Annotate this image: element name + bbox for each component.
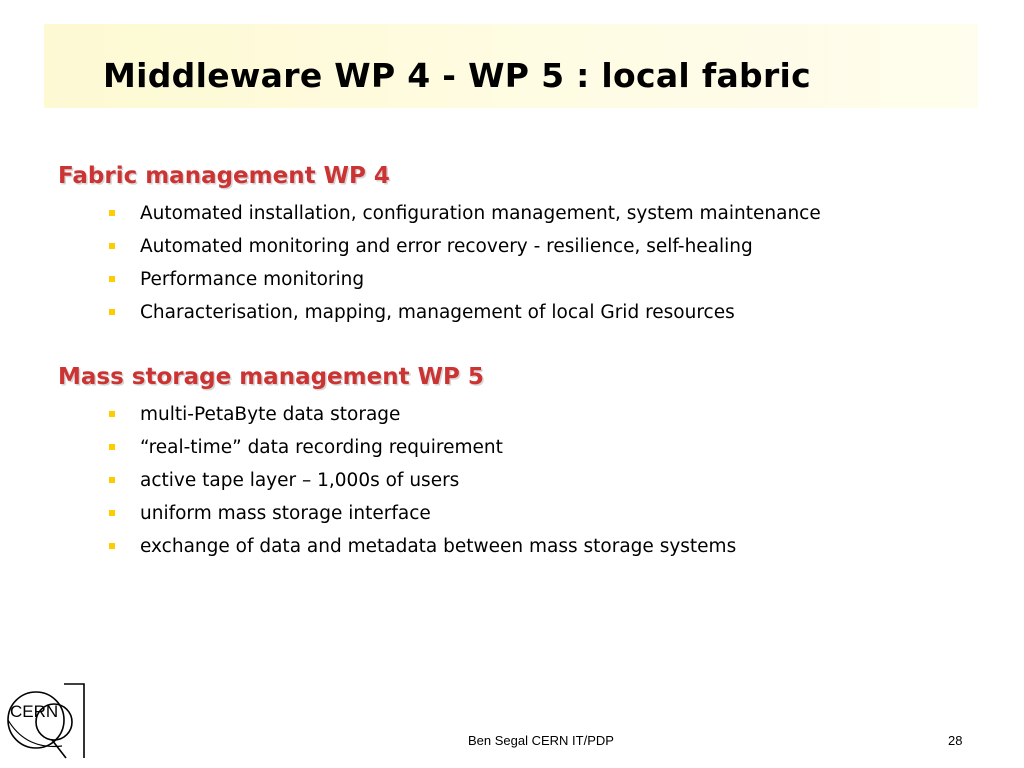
logo-text: CERN xyxy=(10,702,59,721)
cern-logo xyxy=(6,680,86,760)
list-item xyxy=(108,466,736,499)
list-item-text: “real-time” data recording requirement xyxy=(140,437,503,458)
list-item-text: uniform mass storage interface xyxy=(140,503,431,524)
square-bullet-icon xyxy=(109,210,115,216)
slide-title: Middleware WP 4 - WP 5 : local fabric xyxy=(103,56,812,95)
list-item xyxy=(108,265,821,298)
list-item-text: Characterisation, mapping, management of local Grid resources xyxy=(140,302,735,323)
list-item xyxy=(108,532,736,565)
square-bullet-icon xyxy=(109,510,115,516)
bullet-list-fabric-management xyxy=(108,199,821,331)
list-item xyxy=(108,298,821,331)
list-item-text: Automated monitoring and error recovery - resilience, self-healing xyxy=(140,236,753,257)
square-bullet-icon xyxy=(109,276,115,282)
square-bullet-icon xyxy=(109,411,115,417)
list-item-text: exchange of data and metadata between mass storage systems xyxy=(140,536,737,557)
square-bullet-icon xyxy=(109,543,115,549)
square-bullet-icon xyxy=(109,243,115,249)
square-bullet-icon xyxy=(109,309,115,315)
list-item-text: Automated installation, configuration management, system maintenance xyxy=(140,203,821,224)
page-number: 28 xyxy=(948,733,963,748)
bullet-list-mass-storage xyxy=(108,400,736,565)
list-item xyxy=(108,433,736,466)
list-item-text: Performance monitoring xyxy=(140,269,365,290)
square-bullet-icon xyxy=(109,477,115,483)
list-item xyxy=(108,199,821,232)
section-heading-mass-storage: Mass storage management WP 5 xyxy=(58,364,484,390)
list-item xyxy=(108,499,736,532)
list-item xyxy=(108,232,821,265)
list-item xyxy=(108,400,736,433)
list-item-text: active tape layer – 1,000s of users xyxy=(140,470,460,491)
list-item-text: multi-PetaByte data storage xyxy=(140,404,401,425)
footer-author: Ben Segal CERN IT/PDP xyxy=(468,733,614,748)
square-bullet-icon xyxy=(109,444,115,450)
section-heading-fabric-management: Fabric management WP 4 xyxy=(58,163,390,189)
